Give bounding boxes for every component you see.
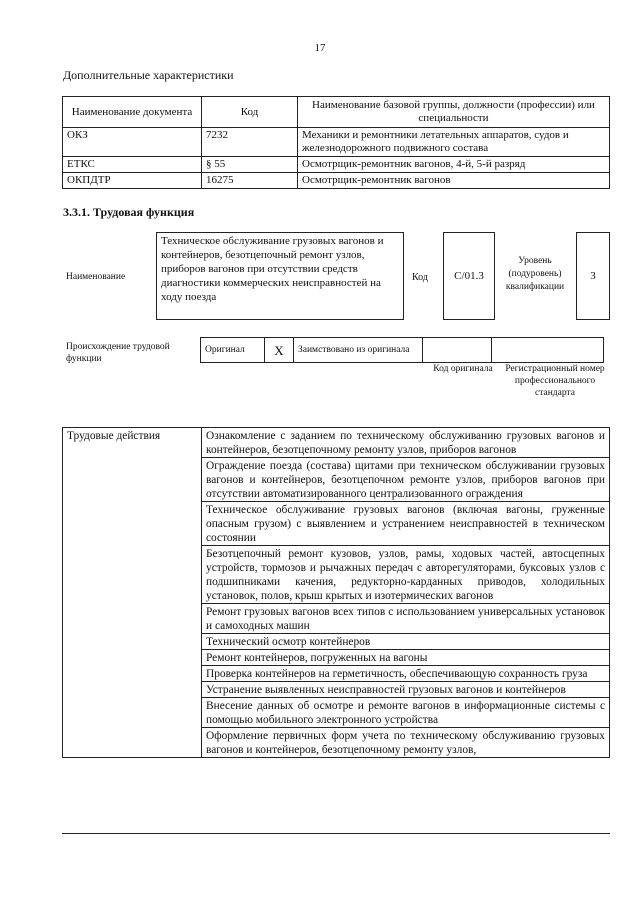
qualification-level-value: 3 — [576, 232, 610, 320]
table-row — [63, 157, 610, 173]
function-code-value: C/01.3 — [443, 232, 495, 320]
function-name-label: Наименование — [66, 272, 126, 282]
additional-characteristics-table — [62, 96, 610, 189]
table-bottom-border — [62, 833, 610, 834]
page-number: 17 — [314, 42, 326, 54]
function-name-value: Техническое обслуживание грузовых вагонов и контейнеров, безотцепочный ремонт узлов, приборов вагонов при отсутствии средств диагностики коммерческих неисправностей на ходу поезда — [156, 232, 404, 320]
action-item: Оформление первичных форм учета по техническому обслуживанию грузовых вагонов и контейнеров, безотцепочному ремонту узлов, — [202, 728, 610, 758]
reg-number-cell — [492, 338, 604, 363]
table-row — [63, 128, 610, 157]
labor-function-title: 3.3.1. Трудовая функция — [63, 205, 195, 219]
table-header-row — [63, 97, 610, 128]
action-item: Безотцепочный ремонт кузовов, узлов, рамы, ходовых частей, автосцепных устройств, тормозов и рычажных передач с авторегуляторами, буксовых узлов с подшипниками качения, редукторно-карданных приводов, холодильных установок, полов, крыш крытых и изотермических вагонов — [202, 546, 610, 604]
header-code: Код — [202, 97, 298, 128]
action-item: Устранение выявленных неисправностей грузовых вагонов и контейнеров — [202, 682, 610, 698]
name-cell: Механики и ремонтники летательных аппаратов, судов и железнодорожного подвижного состава — [298, 128, 610, 157]
action-item: Ремонт контейнеров, погруженных на вагоны — [202, 650, 610, 666]
action-item: Технический осмотр контейнеров — [202, 634, 610, 650]
action-item: Техническое обслуживание грузовых вагонов (включая вагоны, груженные опасным грузом) с выявлением и устранением неисправностей в техническом состоянии — [202, 502, 610, 546]
labor-actions-label: Трудовые действия — [63, 428, 202, 758]
name-cell: Осмотрщик-ремонтник вагонов — [298, 173, 610, 189]
table-row — [63, 428, 610, 458]
function-code-label: Код — [412, 272, 428, 283]
code-cell: 7232 — [202, 128, 298, 157]
original-code-cell — [423, 338, 492, 363]
additional-characteristics-title: Дополнительные характеристики — [63, 68, 234, 82]
borrowed-label: Заимствовано из оригинала — [294, 338, 423, 363]
original-mark: X — [265, 338, 294, 363]
action-item: Внесение данных об осмотре и ремонте вагонов в информационные системы с помощью мобильного электронного устройства — [202, 698, 610, 728]
qualification-level-label: Уровень (подуровень) квалификации — [505, 256, 565, 292]
action-item: Ремонт грузовых вагонов всех типов с использованием универсальных установок и самоходных машин — [202, 604, 610, 634]
table-row — [63, 173, 610, 189]
doc-cell: ЕТКС — [63, 157, 202, 173]
reg-number-caption: Регистрационный номер профессионального стандарта — [505, 364, 605, 398]
original-code-caption: Код оригинала — [433, 364, 493, 374]
action-item: Ознакомление с заданием по техническому обслуживанию грузовых вагонов и контейнеров, безотцепочному ремонту узлов, приборов вагонов — [202, 428, 610, 458]
header-document-name: Наименование документа — [63, 97, 202, 128]
name-cell: Осмотрщик-ремонтник вагонов, 4-й, 5-й разряд — [298, 157, 610, 173]
labor-actions-table — [62, 427, 610, 758]
action-item: Ограждение поезда (состава) щитами при техническом обслуживании грузовых вагонов и контейнеров, безотцепочном ремонте узлов, приборов вагонов при отсутствии автоматизированного централизованного ограждения — [202, 458, 610, 502]
doc-cell: ОКЗ — [63, 128, 202, 157]
code-cell: 16275 — [202, 173, 298, 189]
code-cell: § 55 — [202, 157, 298, 173]
function-origin-label: Происхождение трудовой функции — [66, 342, 170, 364]
original-label: Оригинал — [201, 338, 265, 363]
header-group-name: Наименование базовой группы, должности (профессии) или специальности — [298, 97, 610, 128]
action-item: Проверка контейнеров на герметичность, обеспечивающую сохранность груза — [202, 666, 610, 682]
doc-cell: ОКПДТР — [63, 173, 202, 189]
origin-table — [200, 337, 604, 363]
